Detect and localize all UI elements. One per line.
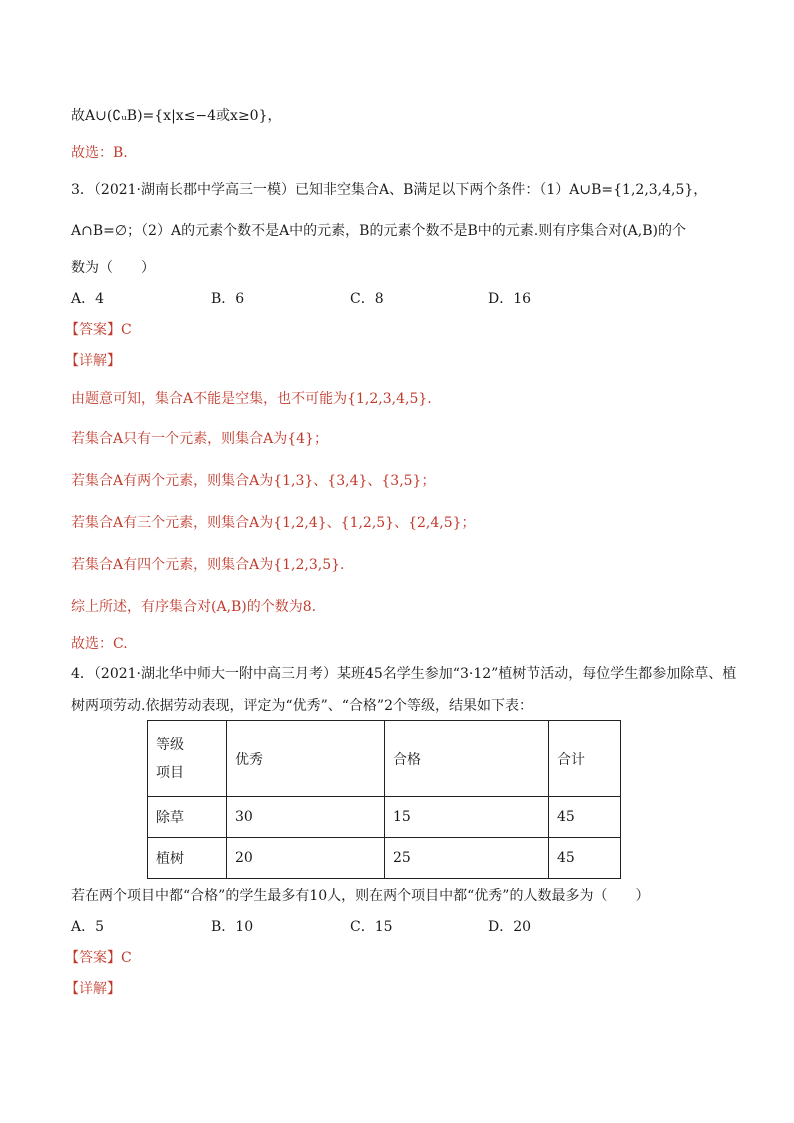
q3-answer: 【答案】C — [65, 322, 132, 338]
q3-option-c: C．8 — [350, 291, 384, 307]
q4-answer: 【答案】C — [65, 950, 132, 966]
table-row-label: 除草 — [148, 797, 227, 838]
q4-option-d: D．20 — [488, 919, 532, 935]
q3-stem-line1: 3．（2021·湖南长郡中学高三一模）已知非空集合A、B满足以下两个条件：（1）A∪B={1,2,3,4,5}， — [71, 182, 708, 198]
table-col-header: 合计 — [549, 721, 621, 797]
previous-choice: 故选：B. — [71, 145, 128, 161]
previous-result: 故A∪(∁ᵤB)={x|x≤−4或x≥0}， — [71, 108, 282, 124]
q3-stem-line2: A∩B=∅；（2）A的元素个数不是A中的元素，B的元素个数不是B中的元素.则有序集合对(A,B)的个 — [71, 223, 686, 239]
table-cell: 45 — [549, 838, 621, 879]
table-cell: 30 — [227, 797, 385, 838]
q4-stem-line1: 4．（2021·湖北华中师大一附中高三月考）某班45名学生参加“3·12”植树节活动，每位学生都参加除草、植 — [71, 666, 737, 682]
q3-solution-line6: 综上所述，有序集合对(A,B)的个数为8. — [71, 599, 317, 615]
q3-option-b: B．6 — [211, 291, 245, 307]
table-col-header: 优秀 — [227, 721, 385, 797]
q4-question: 若在两个项目中都“合格”的学生最多有10人，则在两个项目中都“优秀”的人数最多为（ ） — [71, 888, 650, 904]
q4-stem-line2: 树两项劳动.依据劳动表现，评定为“优秀”、“合格”2个等级，结果如下表： — [71, 698, 533, 714]
table-col-header: 合格 — [385, 721, 549, 797]
header-item-label: 项目 — [156, 764, 184, 781]
table-corner-cell — [148, 721, 227, 797]
table-cell: 45 — [549, 797, 621, 838]
q4-option-b: B．10 — [211, 919, 254, 935]
q3-option-a: A．4 — [71, 291, 105, 307]
table-header-row — [148, 721, 621, 797]
table-cell: 15 — [385, 797, 549, 838]
q3-solution-line1: 由题意可知，集合A不能是空集，也不可能为{1,2,3,4,5}. — [71, 391, 432, 407]
q3-solution-line5: 若集合A有四个元素，则集合A为{1,2,3,5}. — [71, 557, 345, 573]
q3-choice: 故选：C. — [71, 636, 128, 652]
table-row — [148, 797, 621, 838]
q3-solution-line4: 若集合A有三个元素，则集合A为{1,2,4}、{1,2,5}、{2,4,5}； — [71, 515, 476, 531]
q4-option-a: A．5 — [71, 919, 105, 935]
q3-detail-label: 【详解】 — [65, 353, 121, 369]
table-cell: 20 — [227, 838, 385, 879]
table-row — [148, 838, 621, 879]
q3-stem-line3: 数为（ ） — [71, 260, 155, 276]
q3-option-d: D．16 — [488, 291, 532, 307]
table-row-label: 植树 — [148, 838, 227, 879]
q3-solution-line3: 若集合A有两个元素，则集合A为{1,3}、{3,4}、{3,5}； — [71, 473, 436, 489]
grade-table — [147, 720, 621, 879]
q4-option-c: C．15 — [350, 919, 393, 935]
header-level-label: 等级 — [156, 736, 184, 753]
q3-solution-line2: 若集合A只有一个元素，则集合A为{4}； — [71, 431, 328, 447]
table-cell: 25 — [385, 838, 549, 879]
q4-detail-label: 【详解】 — [65, 981, 121, 997]
